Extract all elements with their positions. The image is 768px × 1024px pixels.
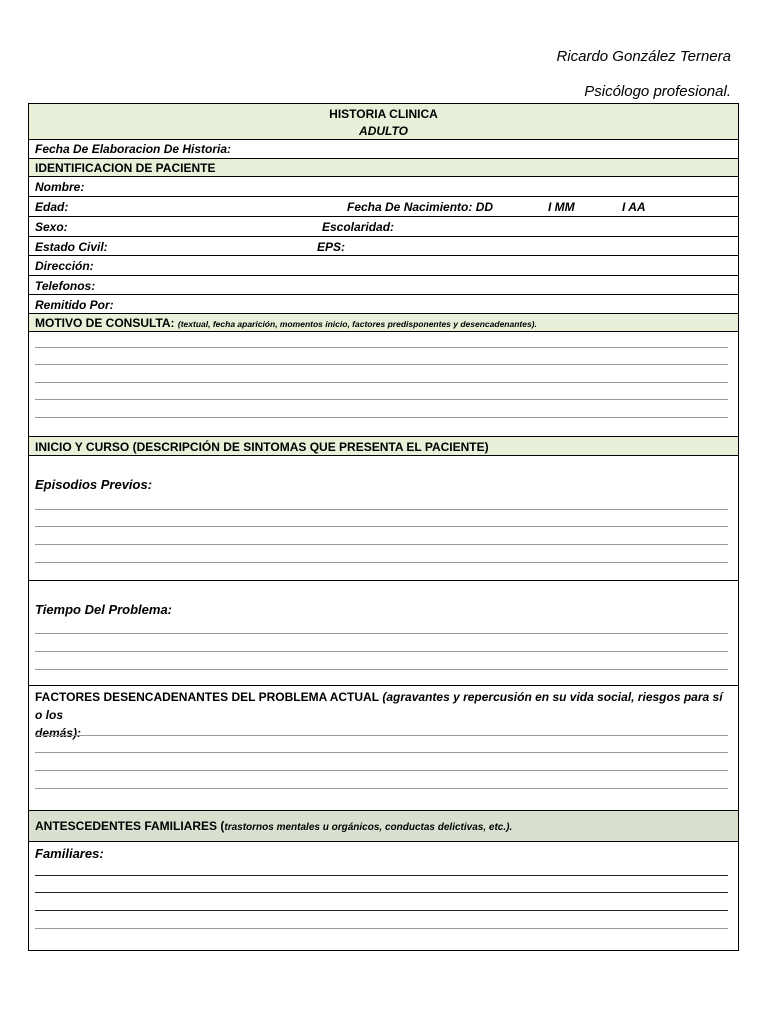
- familiares-label: Familiares:: [35, 846, 104, 861]
- form-title-row: [29, 104, 738, 140]
- fecha-elaboracion-label: Fecha De Elaboracion De Historia:: [35, 142, 232, 156]
- fecha-nacimiento-label: Fecha De Nacimiento: DD: [347, 200, 494, 214]
- nombre-label: Nombre:: [35, 180, 85, 194]
- telefonos-row[interactable]: [29, 276, 738, 295]
- antecedentes-header: [29, 811, 738, 842]
- aa-label: I AA: [622, 200, 646, 214]
- direccion-label: Dirección:: [35, 259, 94, 273]
- escolaridad-label: Escolaridad:: [322, 220, 395, 234]
- factores-area[interactable]: [29, 686, 738, 811]
- form-subtitle: ADULTO: [359, 124, 408, 138]
- factores-note-2: demás):: [35, 726, 82, 740]
- fecha-elaboracion-row[interactable]: [29, 140, 738, 159]
- form-title: HISTORIA CLINICA: [329, 107, 438, 121]
- antecedentes-title-text: ANTESCEDENTES FAMILIARES (: [35, 819, 225, 833]
- mm-label: I MM: [548, 200, 575, 214]
- remitido-label: Remitido Por:: [35, 298, 114, 312]
- nombre-row[interactable]: [29, 177, 738, 197]
- motivo-title: [35, 314, 537, 333]
- sexo-row[interactable]: [29, 217, 738, 237]
- direccion-row[interactable]: [29, 256, 738, 276]
- estado-civil-row[interactable]: [29, 237, 738, 256]
- motivo-title-text: MOTIVO DE CONSULTA:: [35, 316, 175, 330]
- edad-label: Edad:: [35, 200, 69, 214]
- familiares-area[interactable]: [29, 842, 738, 950]
- eps-label: EPS:: [317, 240, 346, 254]
- estado-civil-label: Estado Civil:: [35, 240, 108, 254]
- factores-title: FACTORES DESENCADENANTES DEL PROBLEMA ACTUAL: [35, 690, 380, 704]
- clinical-history-form: [28, 103, 739, 951]
- antecedentes-title: [35, 817, 512, 837]
- motivo-area[interactable]: [29, 332, 738, 437]
- inicio-title: INICIO Y CURSO (DESCRIPCIÓN DE SINTOMAS QUE PRESENTA EL PACIENTE): [35, 440, 489, 454]
- author-title: Psicólogo profesional.: [584, 83, 731, 100]
- telefonos-label: Telefonos:: [35, 279, 96, 293]
- factores-heading: [35, 688, 728, 742]
- author-name: Ricardo González Ternera: [556, 48, 731, 65]
- tiempo-area[interactable]: [29, 581, 738, 686]
- identificacion-title: IDENTIFICACION DE PACIENTE: [35, 161, 216, 175]
- episodios-area[interactable]: [29, 456, 738, 581]
- antecedentes-note: trastornos mentales u orgánicos, conductas delictivas, etc.).: [224, 822, 513, 833]
- tiempo-label: Tiempo Del Problema:: [35, 602, 173, 617]
- motivo-header: [29, 314, 738, 332]
- motivo-note: (textual, fecha aparición, momentos inicio, factores predisponentes y desencadenantes).: [177, 319, 537, 329]
- edad-row[interactable]: [29, 197, 738, 217]
- factores-note: (agravantes y repercusión en su vida social, riesgos para sí o los: [35, 690, 723, 722]
- sexo-label: Sexo:: [35, 220, 68, 234]
- inicio-header: [29, 437, 738, 456]
- remitido-row[interactable]: [29, 295, 738, 314]
- identificacion-header: [29, 159, 738, 177]
- episodios-label: Episodios Previos:: [35, 477, 153, 492]
